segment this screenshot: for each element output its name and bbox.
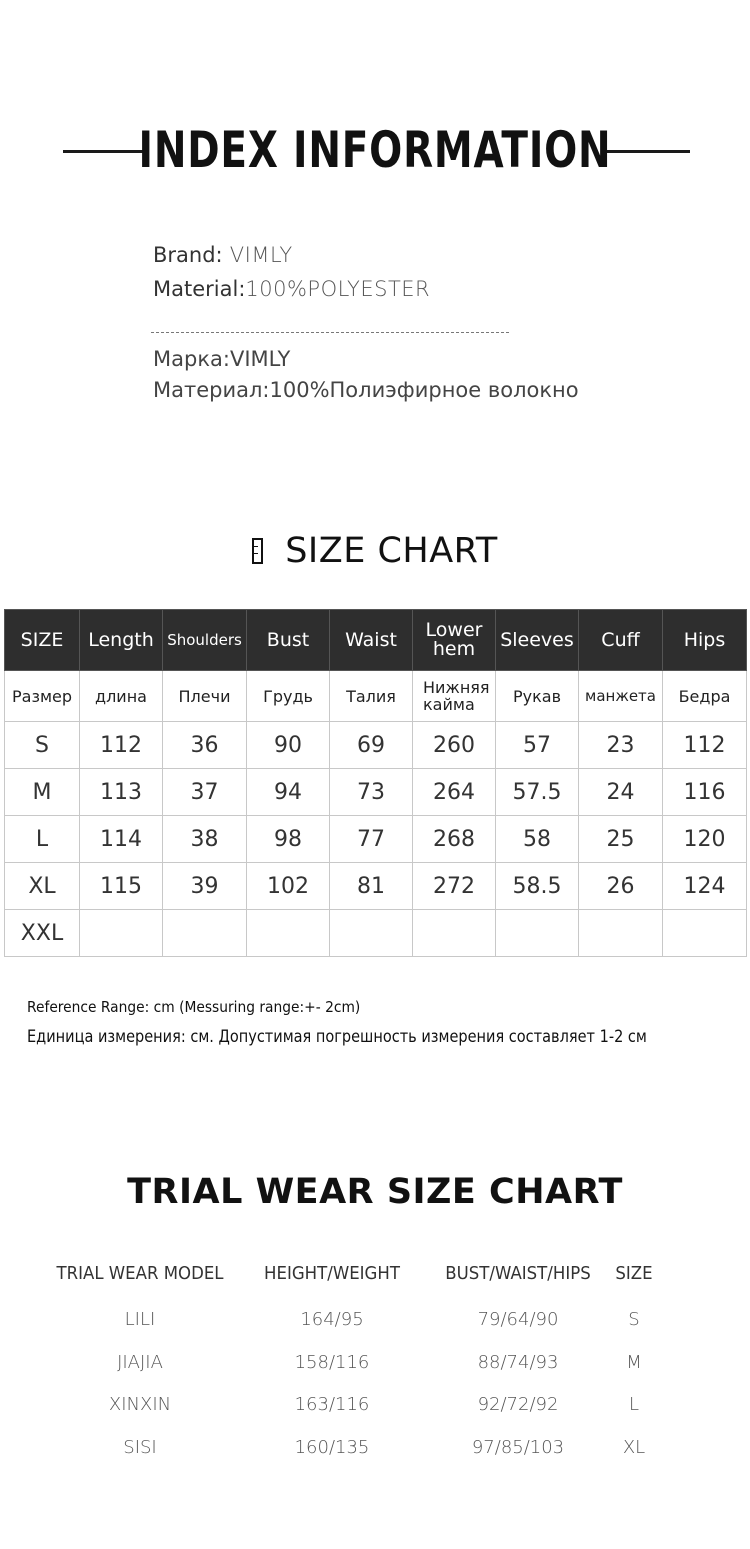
model-name: JIAJIA: [117, 1352, 163, 1373]
col-header-ru: Талия: [330, 671, 413, 722]
height-weight: 160/135: [294, 1437, 370, 1458]
brand-line-ru: [153, 344, 290, 374]
size-cell: L: [5, 816, 80, 863]
model-size: M: [626, 1352, 642, 1373]
table-cell: 69: [330, 722, 413, 769]
size-chart-table: [4, 609, 747, 957]
bust-waist-hips: 97/85/103: [471, 1437, 565, 1458]
trial-wear-row: [0, 1394, 750, 1424]
table-row: [5, 816, 747, 863]
trial-wear-row: [0, 1352, 750, 1382]
height-weight: 158/116: [294, 1352, 370, 1373]
col-header: Length: [80, 610, 163, 671]
brand-line: [153, 240, 293, 270]
table-cell: 120: [663, 816, 747, 863]
model-size: XL: [622, 1437, 646, 1458]
col-header: HEIGHT/WEIGHT: [264, 1263, 400, 1284]
table-cell: [247, 910, 330, 957]
table-cell: [163, 910, 247, 957]
header-row-en: [5, 610, 747, 671]
size-cell: XXL: [5, 910, 80, 957]
table-cell: 77: [330, 816, 413, 863]
table-cell: 98: [247, 816, 330, 863]
col-header: TRIAL WEAR MODEL: [56, 1263, 224, 1284]
header-row-ru: [5, 671, 747, 722]
col-header-ru: Грудь: [247, 671, 330, 722]
table-cell: 58.5: [496, 863, 579, 910]
table-cell: [496, 910, 579, 957]
table-cell: 73: [330, 769, 413, 816]
table-cell: 124: [663, 863, 747, 910]
table-cell: 90: [247, 722, 330, 769]
table-cell: 94: [247, 769, 330, 816]
table-row: [5, 769, 747, 816]
trial-wear-row: [0, 1437, 750, 1467]
bust-waist-hips: 92/72/92: [477, 1394, 559, 1415]
table-cell: [413, 910, 496, 957]
reference-range-note: Reference Range: cm (Messuring range:+- 2cm): [27, 998, 361, 1016]
table-cell: [80, 910, 163, 957]
table-row: [5, 863, 747, 910]
material-label-ru: Материал:: [153, 378, 270, 402]
table-cell: 36: [163, 722, 247, 769]
table-cell: 113: [80, 769, 163, 816]
table-cell: 38: [163, 816, 247, 863]
table-cell: 26: [579, 863, 663, 910]
material-value-ru: 100%Полиэфирное волокно: [269, 378, 579, 402]
table-cell: 57.5: [496, 769, 579, 816]
table-cell: 116: [663, 769, 747, 816]
col-header: SIZE: [615, 1263, 653, 1284]
table-cell: 268: [413, 816, 496, 863]
col-header-ru: Бедра: [663, 671, 747, 722]
table-cell: 112: [80, 722, 163, 769]
table-row: [5, 910, 747, 957]
height-weight: 163/116: [294, 1394, 370, 1415]
col-header: Sleeves: [496, 610, 579, 671]
col-header: Shoulders: [163, 610, 247, 671]
ruler-icon: [252, 538, 263, 564]
size-cell: M: [5, 769, 80, 816]
table-cell: [579, 910, 663, 957]
table-cell: [663, 910, 747, 957]
table-row: [5, 722, 747, 769]
table-cell: 81: [330, 863, 413, 910]
col-header: Waist: [330, 610, 413, 671]
table-cell: 264: [413, 769, 496, 816]
brand-value: VIMLY: [222, 243, 293, 267]
brand-value-ru: VIMLY: [229, 347, 291, 371]
size-chart-heading: [0, 528, 750, 574]
table-cell: 102: [247, 863, 330, 910]
table-cell: 39: [163, 863, 247, 910]
model-size: L: [628, 1394, 640, 1415]
model-name: SISI: [123, 1437, 157, 1458]
col-header: Lower hem: [413, 610, 496, 671]
brand-label-ru: Марка:: [153, 347, 230, 371]
table-cell: 23: [579, 722, 663, 769]
table-cell: 272: [413, 863, 496, 910]
col-header: SIZE: [5, 610, 80, 671]
col-header: Hips: [663, 610, 747, 671]
dashed-divider: [151, 332, 509, 333]
col-header: Bust: [247, 610, 330, 671]
size-cell: XL: [5, 863, 80, 910]
table-cell: 25: [579, 816, 663, 863]
brand-label: Brand:: [153, 243, 223, 267]
col-header-ru: Размер: [5, 671, 80, 722]
trial-wear-header: [0, 1263, 750, 1293]
col-header-ru: Рукав: [496, 671, 579, 722]
index-information-title: INDEX INFORMATION: [138, 121, 612, 179]
size-cell: S: [5, 722, 80, 769]
table-cell: 114: [80, 816, 163, 863]
reference-range-note-ru: Единица измерения: см. Допустимая погрешность измерения составляет 1-2 см: [27, 1027, 647, 1046]
col-header: Cuff: [579, 610, 663, 671]
size-chart-title: SIZE CHART: [285, 531, 498, 571]
table-cell: 58: [496, 816, 579, 863]
material-value: 100%POLYESTER: [245, 277, 431, 301]
table-cell: 57: [496, 722, 579, 769]
trial-wear-row: [0, 1309, 750, 1339]
model-name: LILI: [124, 1309, 156, 1330]
col-header-ru: Нижняя кайма: [413, 671, 496, 722]
table-cell: 37: [163, 769, 247, 816]
trial-wear-title: TRIAL WEAR SIZE CHART: [127, 1172, 623, 1212]
table-cell: 115: [80, 863, 163, 910]
table-cell: 260: [413, 722, 496, 769]
material-line: [153, 274, 430, 304]
col-header-ru: Плечи: [163, 671, 247, 722]
col-header-ru: манжета: [579, 671, 663, 722]
table-cell: 112: [663, 722, 747, 769]
col-header: BUST/WAIST/HIPS: [445, 1263, 591, 1284]
model-name: XINXIN: [108, 1394, 172, 1415]
table-cell: [330, 910, 413, 957]
bust-waist-hips: 79/64/90: [477, 1309, 559, 1330]
height-weight: 164/95: [300, 1309, 364, 1330]
col-header-ru: длина: [80, 671, 163, 722]
bust-waist-hips: 88/74/93: [477, 1352, 559, 1373]
table-cell: 24: [579, 769, 663, 816]
material-line-ru: [153, 375, 579, 405]
model-size: S: [628, 1309, 640, 1330]
material-label: Material:: [153, 277, 246, 301]
